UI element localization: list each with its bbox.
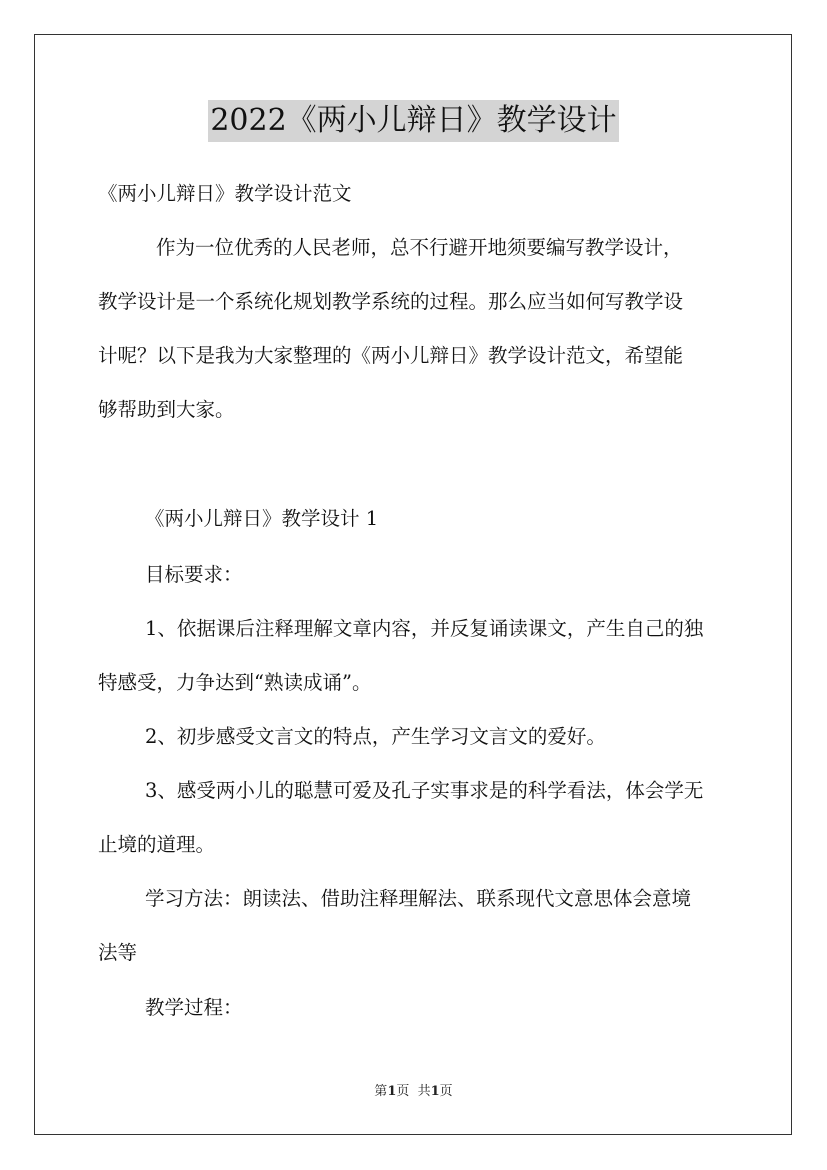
subtitle-line: 《两小儿辩日》教学设计范文 — [98, 182, 352, 205]
footer-suffix: 页 — [439, 1084, 453, 1099]
page-footer — [0, 1083, 827, 1101]
paragraph-line: 计呢？以下是我为大家整理的《两小儿辩日》教学设计范文，希望能 — [98, 344, 684, 367]
document-title: 2022《两小儿辩日》教学设计 — [208, 100, 618, 142]
section-heading: 《两小儿辩日》教学设计 1 — [145, 507, 379, 530]
paragraph-line: 1、依据课后注释理解文章内容，并反复诵读课文，产生自己的独 — [145, 617, 704, 640]
paragraph-line: 法等 — [98, 941, 138, 964]
footer-page-total: 1 — [430, 1084, 440, 1099]
footer-mid: 页 共 — [396, 1084, 431, 1099]
paragraph-line: 学习方法：朗读法、借助注释理解法、联系现代文意思体会意境 — [145, 887, 692, 910]
paragraph-line: 2、初步感受文言文的特点，产生学习文言文的爱好。 — [145, 725, 606, 748]
paragraph-line: 作为一位优秀的人民老师，总不行避开地须要编写教学设计， — [156, 236, 683, 259]
footer-page-number: 1 — [387, 1084, 397, 1099]
paragraph-line: 目标要求： — [145, 563, 243, 586]
footer-prefix: 第 — [374, 1084, 388, 1099]
paragraph-line: 3、感受两小儿的聪慧可爱及孔子实事求是的科学看法，体会学无 — [145, 779, 704, 802]
title-container — [0, 100, 827, 142]
paragraph-line: 教学过程： — [145, 996, 243, 1019]
paragraph-line: 特感受，力争达到“熟读成诵”。 — [98, 671, 372, 694]
paragraph-line: 止境的道理。 — [98, 833, 216, 856]
paragraph-line: 教学设计是一个系统化规划教学系统的过程。那么应当如何写教学设 — [98, 290, 684, 313]
paragraph-line: 够帮助到大家。 — [98, 398, 235, 421]
